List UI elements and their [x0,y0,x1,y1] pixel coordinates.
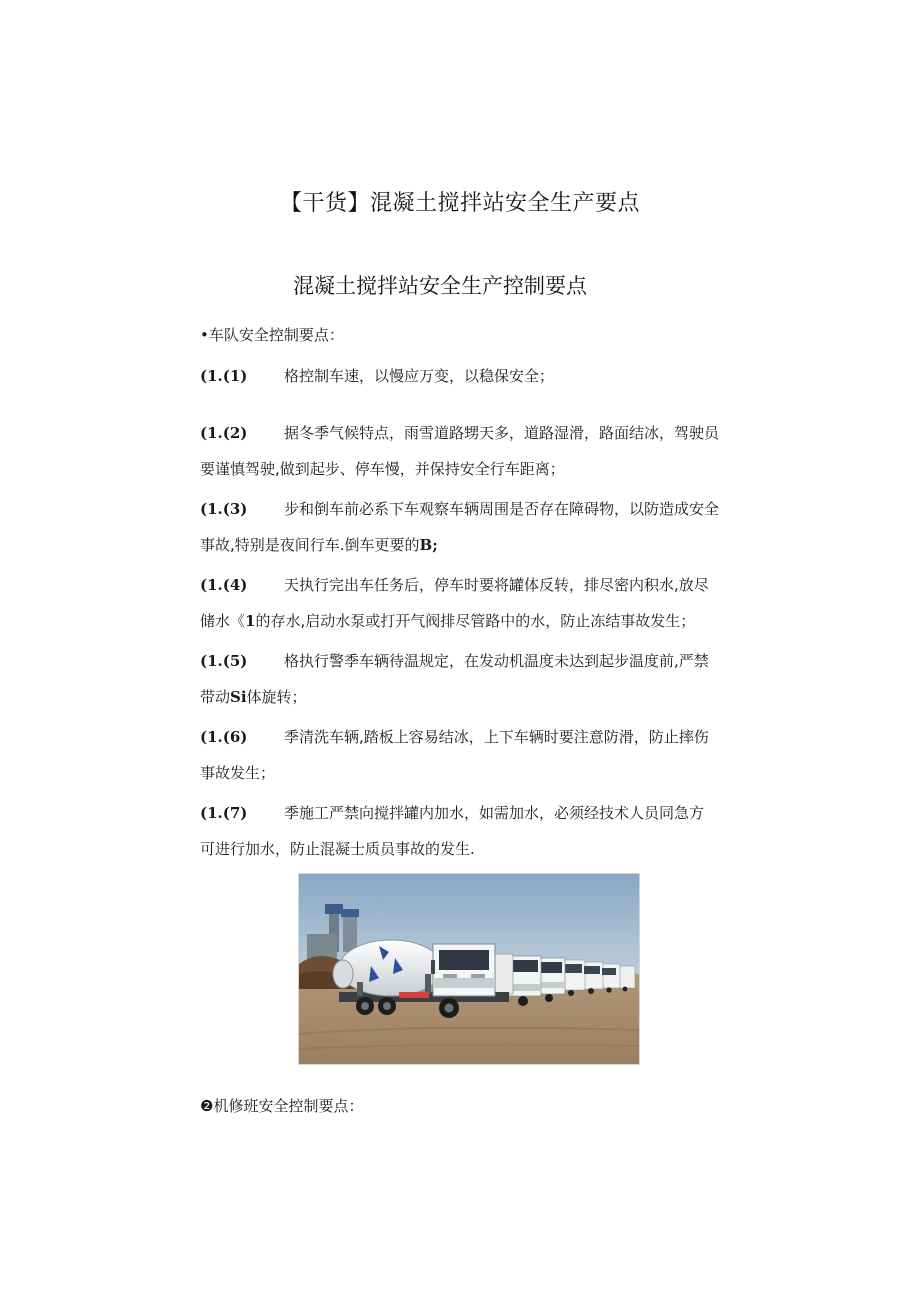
list-item [200,358,740,394]
item-text: 天执行完出车任务后，停车时要将罐体反转，排尽密内积水,放尽 [284,576,709,594]
section-heading-fleet: •车队安全控制要点： [200,326,344,344]
list-item [200,567,740,639]
item-number: (1.(4) [200,576,248,594]
list-item [200,795,740,867]
list-item [200,643,740,715]
item-text-continued: 体旋转； [246,688,307,706]
section-heading-repair: ❷机修班安全控制要点： [200,1097,364,1115]
document-title: 【干货】混凝土搅拌站安全生产要点 [279,191,640,216]
item-text: 格执行警季车辆待温规定，在发动机温度未达到起步温度前,严禁 [284,652,709,670]
item-text-continued: 可进行加水，防止混凝士质员事故的发生. [200,840,475,858]
item-text: 步和倒车前必系下车观察车辆周围是否存在障碍物，以防造成安全 [284,500,720,518]
item-text-continued: 带动 [200,688,231,706]
item-text: 格控制车速，以慢应万变，以稳保安全； [284,367,555,385]
item-text: 季施工严禁向搅拌罐内加水，如需加水，必须经技术人员同急方 [284,804,705,822]
item-text-continued: 要谨慎驾驶,做到起步、停车慢，并保持安全行车距离； [200,460,565,478]
item-number: (1.(2) [200,424,248,442]
document-subtitle: 混凝土搅拌站安全生产控制要点 [293,274,587,298]
list-item [200,719,740,791]
item-text: 据冬季气候特点，雨雪道路甥天多，道路湿滑，路面结冰，驾驶员 [284,424,720,442]
item-number: (1.(3) [200,500,248,518]
concrete-mixer-trucks-photo [298,873,640,1065]
item-number: (1.(7) [200,804,248,822]
list-item [200,415,740,487]
item-text: 季清洗车辆,踏板上容易结冰，上下车辆时要注意防滑，防止摔伤 [284,728,709,746]
item-text-continued: 事故发生； [200,764,276,782]
item-text-bold: Si [230,688,247,706]
list-item [200,491,740,563]
item-text-bold: 1 [245,612,256,630]
item-text-bold: B; [419,536,438,554]
item-number: (1.(6) [200,728,248,746]
item-number: (1.(5) [200,652,248,670]
item-text-continued: 事故,特别是夜间行车.倒车更要的 [200,536,420,554]
item-number: (1.(1) [200,367,248,385]
item-text-continued: 储水《 [200,612,246,630]
item-text-continued: 的存水,启动水泵或打开气阀排尽管路中的水，防止冻结事故发生； [255,612,696,630]
